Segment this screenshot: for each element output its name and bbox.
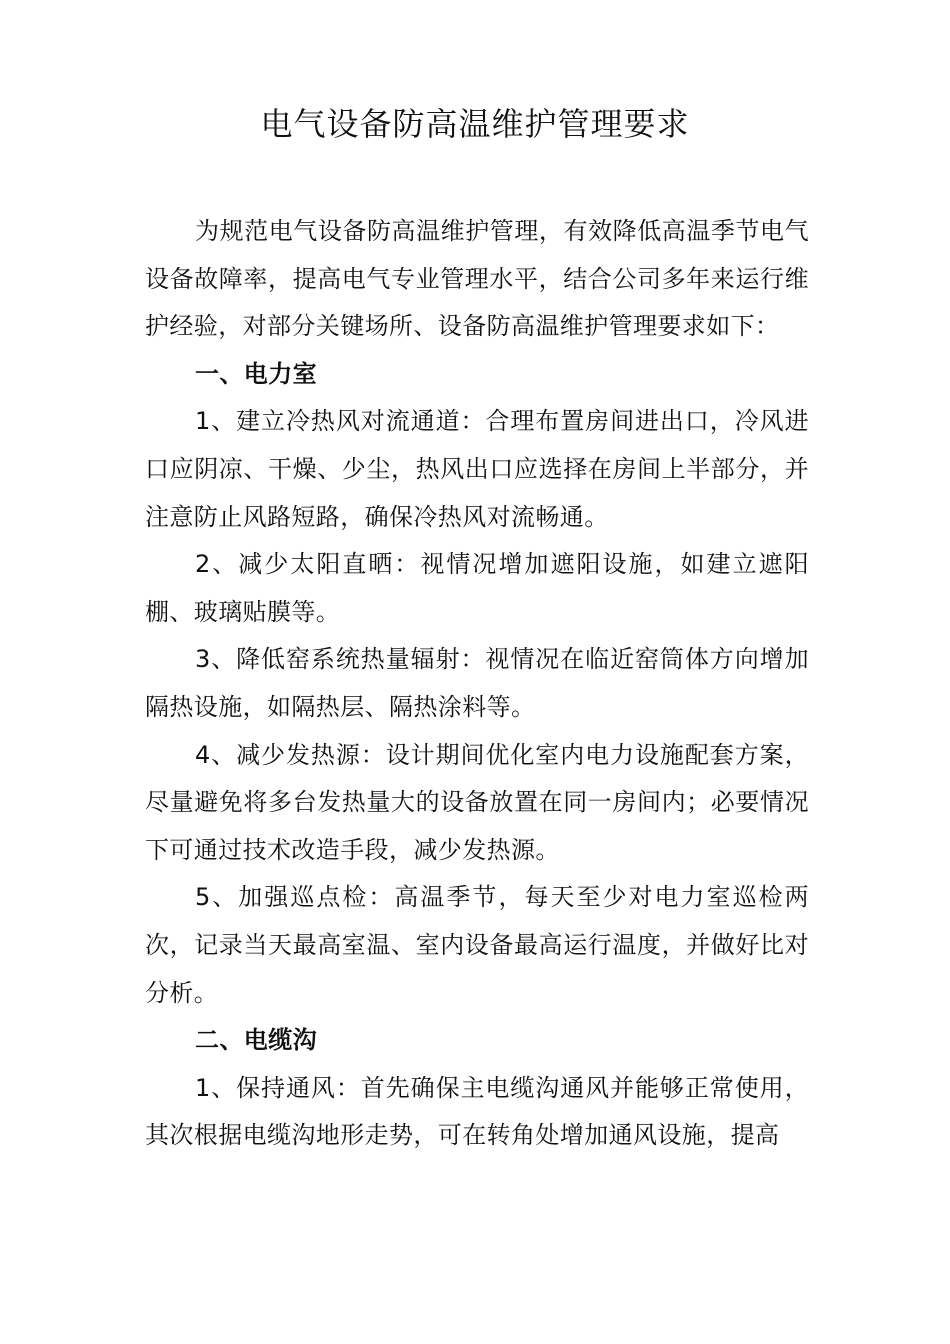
document-body (145, 208, 809, 1160)
section-heading-cable-trench: 二、电缆沟 (195, 1026, 317, 1055)
intro-paragraph: 为规范电气设备防高温维护管理，有效降低高温季节电气设备故障率，提高电气专业管理水平，结合公司多年来运行维护经验，对部分关键场所、设备防高温维护管理要求如下： (145, 217, 809, 341)
document-title: 电气设备防高温维护管理要求 (260, 105, 690, 143)
power-room-item-5: 5、加强巡点检：高温季节，每天至少对电力室巡检两次，记录当天最高室温、室内设备最高运行温度，并做好比对分析。 (145, 883, 809, 1007)
cable-trench-item-1: 1、保持通风：首先确保主电缆沟通风并能够正常使用，其次根据电缆沟地形走势，可在转角处增加通风设施，提高 (145, 1073, 809, 1150)
power-room-item-4: 4、减少发热源：设计期间优化室内电力设施配套方案，尽量避免将多台发热量大的设备放置在同一房间内；必要情况下可通过技术改造手段，减少发热源。 (145, 740, 809, 864)
power-room-item-1: 1、建立冷热风对流通道：合理布置房间进出口，冷风进口应阴凉、干燥、少尘，热风出口应选择在房间上半部分，并注意防止风路短路，确保冷热风对流畅通。 (145, 407, 809, 531)
power-room-item-2: 2、减少太阳直晒：视情况增加遮阳设施，如建立遮阳棚、玻璃贴膜等。 (145, 550, 809, 626)
section-heading-power-room: 一、电力室 (195, 359, 317, 388)
power-room-item-3: 3、降低窑系统热量辐射：视情况在临近窑筒体方向增加隔热设施，如隔热层、隔热涂料等。 (145, 645, 809, 721)
